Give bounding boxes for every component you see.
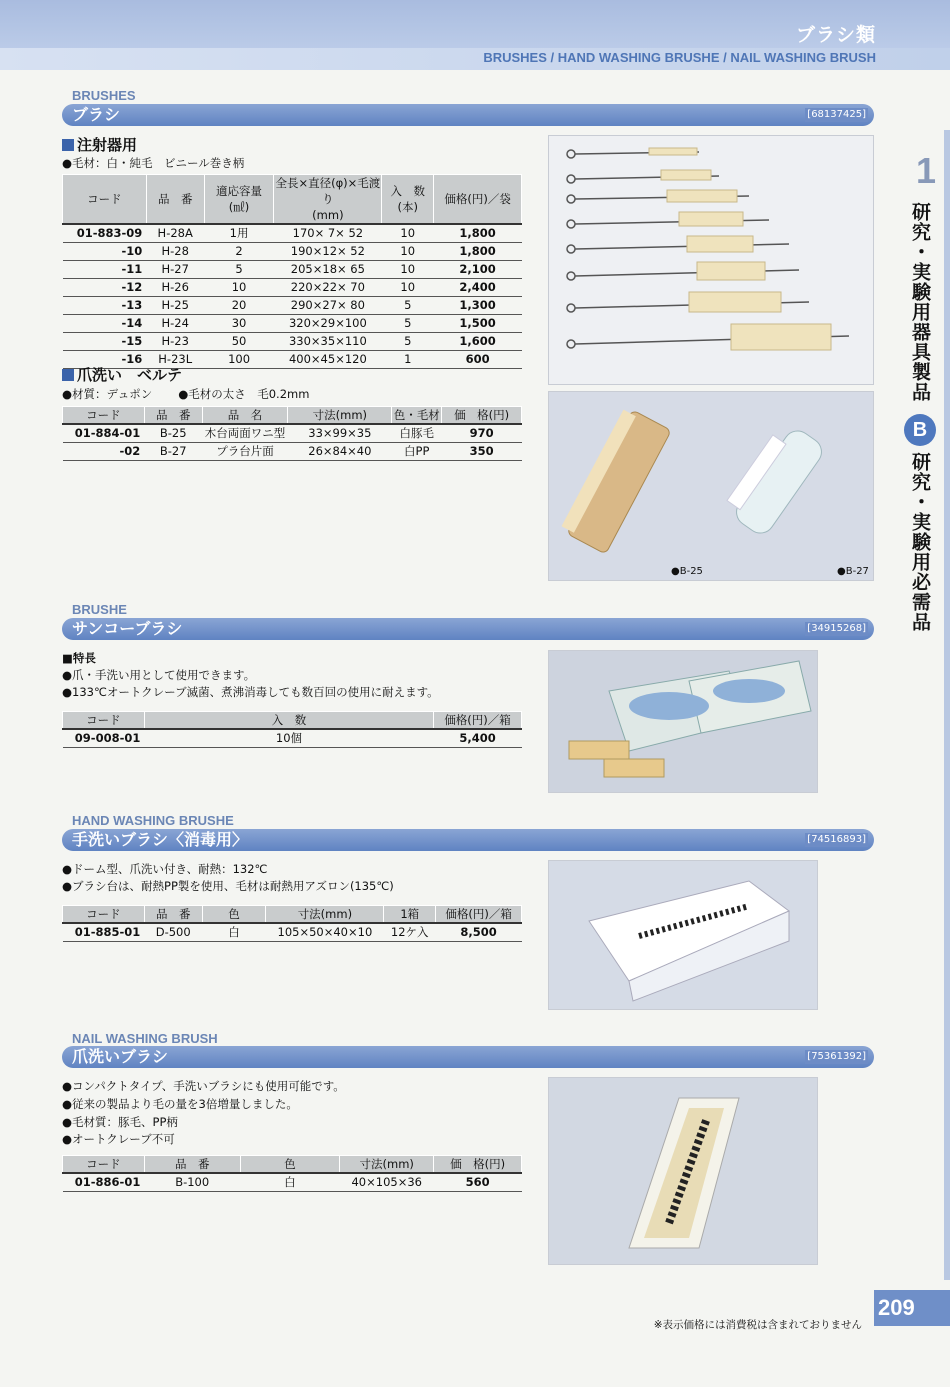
table-header-row bbox=[63, 407, 522, 425]
table-row bbox=[63, 333, 522, 351]
table-cell: 10 bbox=[382, 243, 434, 261]
table-header-cell: 価格(円)／箱 bbox=[436, 906, 522, 924]
table-header-cell: 寸法(mm) bbox=[288, 407, 392, 425]
square-bullet-icon bbox=[62, 139, 74, 151]
handwash-en-title: HAND WASHING BRUSHE bbox=[72, 813, 234, 828]
nail-notes bbox=[62, 386, 335, 402]
sanko-section-bar bbox=[62, 618, 874, 640]
table-cell: 10 bbox=[382, 279, 434, 297]
nailbrush-code: [75361392] bbox=[807, 1051, 866, 1062]
table-cell: H-23L bbox=[146, 351, 204, 369]
injector-note: ●毛材：白・純毛 ビニール巻き柄 bbox=[62, 156, 245, 170]
sanko-illustration bbox=[549, 651, 818, 793]
table-header-cell: 品 番 bbox=[144, 407, 202, 425]
table-cell: -11 bbox=[63, 261, 147, 279]
table-row bbox=[63, 224, 522, 243]
table-row bbox=[63, 1173, 522, 1192]
nailbrush-section-bar bbox=[62, 1046, 874, 1068]
brushes-code: [68137425] bbox=[807, 109, 866, 120]
nailbrush-feature-2: ●従来の製品より毛の量を3倍増量しました。 bbox=[62, 1097, 298, 1111]
table-cell: 190×12× 52 bbox=[274, 243, 382, 261]
table-row bbox=[63, 261, 522, 279]
table-cell: H-25 bbox=[146, 297, 204, 315]
table-cell: 5 bbox=[204, 261, 274, 279]
table-row bbox=[63, 243, 522, 261]
nail-note-material: ●材質：デュポン bbox=[62, 387, 153, 401]
table-cell: -13 bbox=[63, 297, 147, 315]
table-header-cell: 寸法(mm) bbox=[340, 1156, 434, 1174]
table-header-cell: 色 bbox=[240, 1156, 340, 1174]
table-cell: 20 bbox=[204, 297, 274, 315]
sanko-feature-2: ●133℃オートクレーブ滅菌、煮沸消毒しても数百回の使用に耐えます。 bbox=[62, 685, 439, 699]
category-subtitle: BRUSHES / HAND WASHING BRUSHE / NAIL WASHING BRUSH bbox=[483, 50, 876, 65]
injector-brushes-illustration bbox=[549, 136, 874, 385]
brushes-title: ブラシ bbox=[72, 105, 121, 124]
nailbrush-en-title: NAIL WASHING BRUSH bbox=[72, 1031, 218, 1046]
table-cell: 5 bbox=[382, 297, 434, 315]
table-cell: 33×99×35 bbox=[288, 424, 392, 443]
table-cell: 2,400 bbox=[434, 279, 522, 297]
table-cell: 1 bbox=[382, 351, 434, 369]
table-cell: 1,300 bbox=[434, 297, 522, 315]
photo-caption-b27: ●B-27 bbox=[837, 566, 869, 577]
table-cell: 560 bbox=[434, 1173, 522, 1192]
table-cell: H-28A bbox=[146, 224, 204, 243]
table-cell: 105×50×40×10 bbox=[266, 923, 384, 942]
table-row bbox=[63, 729, 522, 748]
table-cell: D-500 bbox=[144, 923, 202, 942]
table-cell: 26×84×40 bbox=[288, 443, 392, 461]
table-cell: 01-883-09 bbox=[63, 224, 147, 243]
nailbrush-table bbox=[62, 1155, 522, 1192]
table-header-cell: コード bbox=[63, 407, 145, 425]
photo-caption-b25: ●B-25 bbox=[671, 566, 703, 577]
table-cell: H-26 bbox=[146, 279, 204, 297]
table-header-row bbox=[63, 175, 522, 225]
nail-heading: 爪洗い ベルテ bbox=[62, 364, 182, 385]
handwash-table bbox=[62, 905, 522, 942]
table-cell: 白 bbox=[202, 923, 266, 942]
table-header-cell: 入 数 bbox=[144, 712, 433, 730]
table-cell: 330×35×110 bbox=[274, 333, 382, 351]
table-cell: 白豚毛 bbox=[392, 424, 442, 443]
table-cell: -10 bbox=[63, 243, 147, 261]
table-cell: 10 bbox=[382, 261, 434, 279]
table-header-cell: 色 bbox=[202, 906, 266, 924]
table-cell: 12ケ入 bbox=[384, 923, 436, 942]
table-header-cell: 品 名 bbox=[202, 407, 288, 425]
table-header-cell: 品 番 bbox=[144, 906, 202, 924]
table-cell: 600 bbox=[434, 351, 522, 369]
table-row bbox=[63, 923, 522, 942]
table-header-cell: 1箱 bbox=[384, 906, 436, 924]
table-row bbox=[63, 443, 522, 461]
injector-table bbox=[62, 174, 522, 369]
table-cell: -15 bbox=[63, 333, 147, 351]
table-cell: 350 bbox=[442, 443, 522, 461]
table-row bbox=[63, 424, 522, 443]
table-header-cell: 価 格(円) bbox=[442, 407, 522, 425]
table-cell: -02 bbox=[63, 443, 145, 461]
table-cell: 400×45×120 bbox=[274, 351, 382, 369]
brushes-en-title: BRUSHES bbox=[72, 88, 136, 103]
table-header-row bbox=[63, 906, 522, 924]
table-cell: 50 bbox=[204, 333, 274, 351]
handwash-feature-1: ●ドーム型、爪洗い付き、耐熱：132℃ bbox=[62, 862, 268, 876]
table-cell: 09-008-01 bbox=[63, 729, 145, 748]
table-cell: 木台両面ワニ型 bbox=[202, 424, 288, 443]
chapter-number: 1 bbox=[915, 150, 936, 191]
table-header-cell: 入 数 (本) bbox=[382, 175, 434, 225]
table-row bbox=[63, 297, 522, 315]
sanko-feature-label: ■特長 bbox=[62, 651, 96, 665]
table-cell: プラ台片面 bbox=[202, 443, 288, 461]
handwash-code: [74516893] bbox=[807, 834, 866, 845]
table-cell: 1用 bbox=[204, 224, 274, 243]
table-cell: 170× 7× 52 bbox=[274, 224, 382, 243]
page-number: 209 bbox=[874, 1290, 950, 1326]
handwash-feature-2: ●ブラシ台は、耐熱PP製を使用、毛材は耐熱用アズロン(135℃) bbox=[62, 879, 394, 893]
table-cell: H-27 bbox=[146, 261, 204, 279]
nailbrush-feature-3: ●毛材質：豚毛、PP柄 bbox=[62, 1115, 178, 1129]
table-cell: 2,100 bbox=[434, 261, 522, 279]
table-cell: 01-885-01 bbox=[63, 923, 145, 942]
table-cell: 220×22× 70 bbox=[274, 279, 382, 297]
table-header-cell: 寸法(mm) bbox=[266, 906, 384, 924]
sanko-en-title: BRUSHE bbox=[72, 602, 127, 617]
nail-table bbox=[62, 406, 522, 461]
table-header-cell: コード bbox=[63, 1156, 145, 1174]
table-header-cell: 全長×直径(φ)×毛渡り (mm) bbox=[275, 176, 381, 222]
table-cell: B-100 bbox=[144, 1173, 240, 1192]
nail-brushes-photo bbox=[548, 391, 874, 581]
table-cell: 30 bbox=[204, 315, 274, 333]
table-cell: 205×18× 65 bbox=[274, 261, 382, 279]
table-cell: 10個 bbox=[144, 729, 433, 748]
table-cell: -12 bbox=[63, 279, 147, 297]
table-cell: H-23 bbox=[146, 333, 204, 351]
table-row bbox=[63, 315, 522, 333]
table-cell: 8,500 bbox=[436, 923, 522, 942]
handwash-title: 手洗いブラシ〈消毒用〉 bbox=[72, 830, 249, 849]
side-strip bbox=[944, 130, 950, 1280]
table-header-cell: 価格(円)／箱 bbox=[434, 712, 522, 730]
injector-heading: 注射器用 bbox=[62, 134, 137, 155]
table-cell: H-28 bbox=[146, 243, 204, 261]
table-cell: 320×29×100 bbox=[274, 315, 382, 333]
handwash-photo bbox=[548, 860, 818, 1010]
handwash-section-bar bbox=[62, 829, 874, 851]
table-cell: 290×27× 80 bbox=[274, 297, 382, 315]
table-header-cell: 色・毛材 bbox=[393, 408, 440, 422]
sanko-code: [34915268] bbox=[807, 623, 866, 634]
table-cell: 10 bbox=[382, 224, 434, 243]
table-header-cell: コード bbox=[63, 712, 145, 730]
table-cell: 01-884-01 bbox=[63, 424, 145, 443]
table-header-cell: 価格(円)／袋 bbox=[434, 175, 522, 225]
nail-note-thickness: ●毛材の太さ 毛0.2mm bbox=[178, 387, 310, 401]
table-cell: 40×105×36 bbox=[340, 1173, 434, 1192]
table-cell: 白PP bbox=[392, 443, 442, 461]
table-header-cell: 価 格(円) bbox=[434, 1156, 522, 1174]
table-cell: H-24 bbox=[146, 315, 204, 333]
table-header-cell: コード bbox=[63, 175, 147, 225]
table-header-row bbox=[63, 712, 522, 730]
nailbrush-title: 爪洗いブラシ bbox=[72, 1047, 169, 1066]
table-header-row bbox=[63, 1156, 522, 1174]
table-header-cell: 品 番 bbox=[144, 1156, 240, 1174]
table-cell: 1,800 bbox=[434, 243, 522, 261]
tax-footnote: ※表示価格には消費税は含まれておりません bbox=[653, 1319, 862, 1331]
sanko-photo bbox=[548, 650, 818, 793]
table-cell: 970 bbox=[442, 424, 522, 443]
chapter-title: 研究・実験用器具製品 bbox=[909, 202, 931, 402]
table-cell: 5,400 bbox=[434, 729, 522, 748]
table-header-cell: 適応容量 (㎖) bbox=[204, 175, 274, 225]
table-cell: 10 bbox=[204, 279, 274, 297]
sanko-title: サンコーブラシ bbox=[72, 619, 183, 638]
handwash-illustration bbox=[549, 861, 818, 1010]
table-cell: 5 bbox=[382, 333, 434, 351]
injector-brushes-photo bbox=[548, 135, 874, 385]
table-cell: 100 bbox=[204, 351, 274, 369]
table-cell: 01-886-01 bbox=[63, 1173, 145, 1192]
nailbrush-feature-4: ●オートクレーブ不可 bbox=[62, 1132, 175, 1146]
table-header-cell: 品 番 bbox=[146, 175, 204, 225]
brushes-section-bar bbox=[62, 104, 874, 126]
nailbrush-photo bbox=[548, 1077, 818, 1265]
sanko-table bbox=[62, 711, 522, 748]
table-header-cell: コード bbox=[63, 906, 145, 924]
table-cell: 1,600 bbox=[434, 333, 522, 351]
table-cell: -14 bbox=[63, 315, 147, 333]
table-cell: B-25 bbox=[144, 424, 202, 443]
category-title: ブラシ類 bbox=[795, 24, 876, 46]
nailbrush-feature-1: ●コンパクトタイプ、手洗いブラシにも使用可能です。 bbox=[62, 1079, 345, 1093]
nail-brushes-illustration bbox=[549, 392, 874, 581]
table-cell: 白 bbox=[240, 1173, 340, 1192]
table-cell: 1,800 bbox=[434, 224, 522, 243]
table-cell: B-27 bbox=[144, 443, 202, 461]
section-letter-badge: B bbox=[904, 414, 936, 446]
table-cell: -16 bbox=[63, 351, 147, 369]
table-cell: 1,500 bbox=[434, 315, 522, 333]
sanko-feature-1: ●爪・手洗い用として使用できます。 bbox=[62, 668, 256, 682]
table-cell: 2 bbox=[204, 243, 274, 261]
section-title: 研究・実験用必需品 bbox=[909, 452, 931, 632]
nailbrush-illustration bbox=[549, 1078, 818, 1265]
square-bullet-icon bbox=[62, 369, 74, 381]
table-cell: 5 bbox=[382, 315, 434, 333]
table-row bbox=[63, 279, 522, 297]
